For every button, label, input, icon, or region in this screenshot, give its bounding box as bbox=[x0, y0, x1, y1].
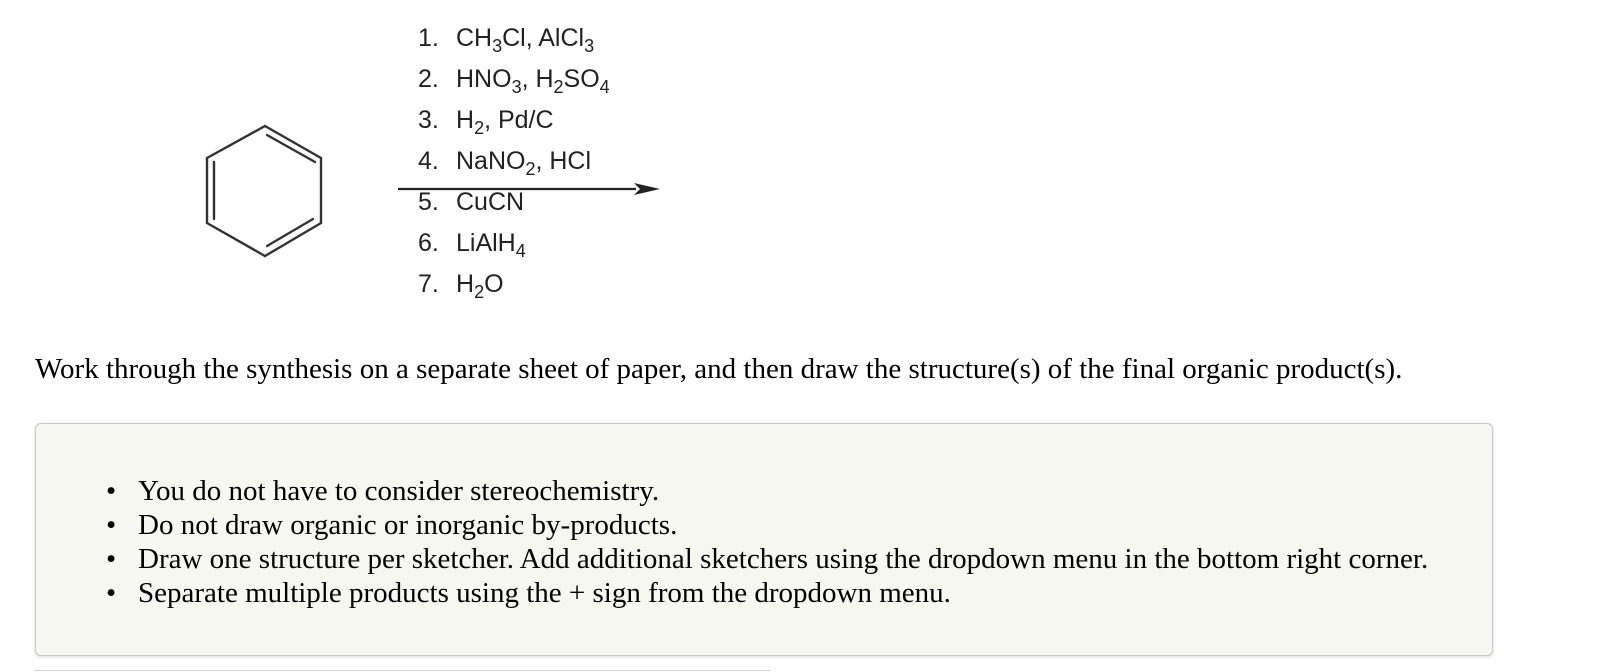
note-text: Draw one structure per sketcher. Add additional sketchers using the dropdown menu in the bottom right corner. bbox=[138, 543, 1429, 575]
reagent-text: CuCN bbox=[456, 188, 525, 216]
notes-list bbox=[106, 474, 1428, 610]
reagent-text: H bbox=[456, 106, 475, 134]
step-number: 6. bbox=[418, 229, 439, 257]
reagent-text: SO bbox=[563, 65, 600, 93]
reagent-step bbox=[418, 270, 504, 302]
benzene-structure bbox=[200, 118, 330, 268]
subscript: 3 bbox=[492, 36, 503, 56]
note-text: Do not draw organic or inorganic by-products. bbox=[138, 509, 678, 541]
note-item bbox=[106, 474, 1428, 508]
instruction-text: Work through the synthesis on a separate sheet of paper, and then draw the structure(s) of the final organic product(s). bbox=[35, 353, 1403, 385]
subscript: 3 bbox=[584, 36, 595, 56]
bullet-icon: • bbox=[106, 509, 117, 541]
reagent-text: CH bbox=[456, 24, 493, 52]
reagent-text: H bbox=[456, 270, 475, 298]
subscript: 2 bbox=[553, 77, 564, 97]
reagent-step bbox=[418, 24, 595, 56]
bullet-icon: • bbox=[106, 577, 117, 609]
bullet-icon: • bbox=[106, 543, 117, 575]
step-number: 2. bbox=[418, 65, 439, 93]
subscript: 3 bbox=[511, 77, 522, 97]
subscript: 4 bbox=[599, 77, 610, 97]
reagent-text: Cl, AlCl bbox=[502, 24, 585, 52]
step-number: 3. bbox=[418, 106, 439, 134]
subscript: 2 bbox=[525, 159, 536, 179]
reaction-arrow bbox=[398, 183, 660, 195]
step-number: 4. bbox=[418, 147, 439, 175]
reagent-step bbox=[418, 147, 592, 179]
step-number: 5. bbox=[418, 188, 439, 216]
subscript: 2 bbox=[474, 118, 485, 138]
note-item bbox=[106, 576, 1428, 610]
notes-panel bbox=[35, 423, 1493, 656]
reagent-text: , H bbox=[521, 65, 554, 93]
subscript: 2 bbox=[474, 282, 485, 302]
note-text: You do not have to consider stereochemistry. bbox=[138, 475, 660, 507]
subscript: 4 bbox=[515, 241, 526, 261]
note-item bbox=[106, 542, 1428, 576]
reagent-text: NaNO bbox=[456, 147, 526, 175]
reagent-text: LiAlH bbox=[456, 229, 516, 257]
divider bbox=[35, 670, 770, 671]
reagent-step bbox=[418, 106, 554, 138]
reagent-text: HNO bbox=[456, 65, 512, 93]
step-number: 1. bbox=[418, 24, 439, 52]
reagent-text: , Pd/C bbox=[484, 106, 554, 134]
note-item bbox=[106, 508, 1428, 542]
reagent-text: O bbox=[484, 270, 504, 298]
reagent-text: , HCl bbox=[535, 147, 592, 175]
reagent-step bbox=[418, 229, 526, 261]
reagent-step bbox=[418, 65, 610, 97]
step-number: 7. bbox=[418, 270, 439, 298]
bullet-icon: • bbox=[106, 475, 117, 507]
note-text: Separate multiple products using the + sign from the dropdown menu. bbox=[138, 577, 951, 609]
